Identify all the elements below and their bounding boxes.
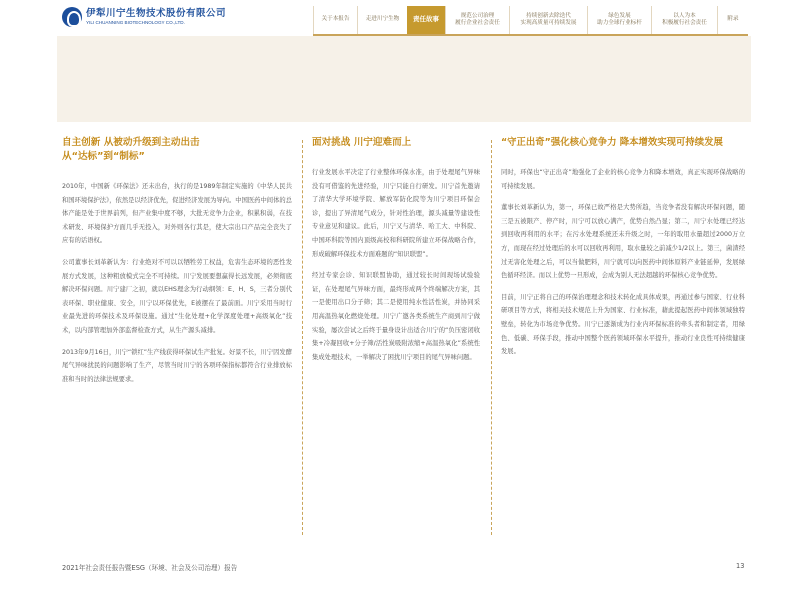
company-logo[interactable] bbox=[62, 5, 226, 29]
body-paragraph: 公司董事长刘革新认为：行业绝对不可以以牺牲劳工权益，危害生态环境的恶性发展方式发展，这种粗放模式完全不可持续。川宁发展要想赢得长远发展，必须彻底解决环保问题。川宁建厂之初，就以EHS理念为行动纲领：E、H、S，三者分别代表环保、职业健康、安全，川宁以环保优先，E被摆在了最前面。川宁采用当时行业最先进的环保技术及环保设施。通过“生化处理+化学深度处理+高级氧化”技术，以内部管理加外部监督检查方式，从生产源头减排。 bbox=[62, 258, 292, 334]
nav-tab-innovation[interactable]: 持续创新去除迭代 实现高质量可持续发展 bbox=[509, 6, 587, 34]
nav-tab-responsibility-story[interactable]: 责任故事 bbox=[407, 6, 445, 34]
column-divider bbox=[302, 140, 303, 535]
section-heading-line: 面对挑战 川宁迎难而上 bbox=[312, 137, 412, 148]
section-heading-line: 从“达标”到“制标” bbox=[62, 151, 145, 162]
body-paragraph: 经过专家会诊、知识联盟协助，通过较长时间现场试验验证，在处理尾气异味方面，最终形成两个终端解决方案，其一是使用出口分子筛；其二是使用纯水性活性炭，并协同采用高温热氧化燃烧处理。川宁广邀各类系统生产商到川宁做实验，屡次尝试之后终于量身设计出适合川宁的“负压密闭收集+冷凝回收+分子筛/活性炭吸附浓缩+高温热氧化”系统性集成处理技术，一举解决了困扰川宁项目的尾气异味问题。 bbox=[312, 272, 480, 361]
decorative-band bbox=[57, 36, 751, 122]
nav-tab-people-oriented[interactable]: 以人为本 积极履行社会责任 bbox=[651, 6, 717, 34]
footer-report-title: 2021年社会责任报告暨ESG（环境、社会及公司治理）报告 bbox=[62, 564, 238, 572]
logo-text bbox=[86, 8, 226, 26]
body-paragraph: 行业发展水平决定了行业整体环保水准，由于处理尾气异味没有可借鉴的先进经验，川宁只能自行研发。川宁首先邀请了清华大学环境学院、解放军防化院等为川宁项目环保会诊，提出了异清尾气成分，针对性治理，源头减量等建设性专业意见和建议。此后，川宁又与清华、哈工大、中科院、中国环科院等国内顶级高校和科研院所建立环保战略合作，形成破解环保技术方面难题的“知识联盟”。 bbox=[312, 169, 480, 258]
section-heading bbox=[312, 136, 480, 150]
column-independent-innovation bbox=[62, 136, 292, 394]
section-heading-line: 自主创新 从被动升级到主动出击 bbox=[62, 137, 200, 148]
body-paragraph: 2010年，中国新《环保法》还未出台，执行的是1989年制定实施的《中华人民共和国环境保护法》，依然是以经济优先，促进经济发展为导向。中国医药中间体的总体产能是处于世界前列，但产业集中度不够，大批无竞争力企业，积累积弱，在技术研发、环境保护方面几乎无投入，对外则各行其是，使大宗出口产品完全丧失了应有的话语权。 bbox=[62, 183, 292, 245]
top-navigation bbox=[313, 6, 748, 34]
page-number: 13 bbox=[736, 562, 745, 570]
logo-chinese-name: 伊犁川宁生物技术股份有限公司 bbox=[86, 8, 227, 19]
nav-tab-about-report[interactable]: 关于本报告 bbox=[313, 6, 357, 34]
body-paragraph: 同时，环保也“守正出奇”地强化了企业的核心竞争力和降本增效，真正实现环保战略的可持续发展。 bbox=[501, 169, 745, 190]
nav-tab-about-company[interactable]: 走进川宁生物 bbox=[357, 6, 407, 34]
nav-tab-governance[interactable]: 规范公司治理 履行企业社会责任 bbox=[445, 6, 509, 34]
section-heading bbox=[62, 136, 292, 164]
column-core-competitiveness bbox=[501, 136, 745, 367]
section-heading-line: “守正出奇”强化核心竞争力 降本增效实现可持续发展 bbox=[501, 137, 723, 148]
logo-english-name: YILI CHUANNING BIOTECHNOLOGY CO.,LTD. bbox=[86, 20, 185, 25]
body-paragraph: 目前，川宁正将自己的环保治理理念和技术转化成具体成果，再通过参与国家、行业科研项目等方式，将相关技术规范上升为国家、行业标准，藉此提起医药中间体领域独特壁垒，转化为市场竞争优势。川宁已逐渐成为行业内环保标准的牵头者和制定者，用绿色、低碳、环保手段，推动中国整个医药领域环保水平提升，推动行业良性可持续健康发展。 bbox=[501, 293, 745, 356]
body-paragraph: 2013年9月16日，川宁“锁红”生产线获得环保试生产批复。好景不长，川宁因发酵尾气异味扰民的问题影响了生产，尽管当时川宁的各项环保指标都符合行业排放标准和当时的法律法规要求。 bbox=[62, 348, 292, 383]
body-paragraph: 董事长刘革新认为，第一，环保已故严格是大势所趋，当竞争者没有解决环保问题，随三是五被限产、停产时，川宁可以放心满产，优势自然凸显；第二，川宁水处理已经达到回收再利用的水平；在污水处理系统还未升级之时，一年的取用水量超过2000万立方，而现在经过处理后的水可以回收再利用，取水量较之前减少1/2以上。第三，菌渣经过无害化处理之后，可以当做肥料，川宁就可以向医药中间体原料产业链延伸，发展绿色循环经济。而以上优势一旦形成，会成为别人无法超越的环保核心竞争优势。 bbox=[501, 204, 745, 280]
logo-emblem-icon bbox=[62, 7, 82, 27]
page-header bbox=[0, 0, 809, 36]
nav-tab-appendix[interactable]: 附录 bbox=[717, 6, 748, 34]
nav-tab-green-development[interactable]: 绿色发展 助力全球行业标杆 bbox=[587, 6, 651, 34]
column-divider bbox=[491, 140, 492, 535]
column-facing-challenges bbox=[312, 136, 480, 372]
section-heading bbox=[501, 136, 745, 150]
